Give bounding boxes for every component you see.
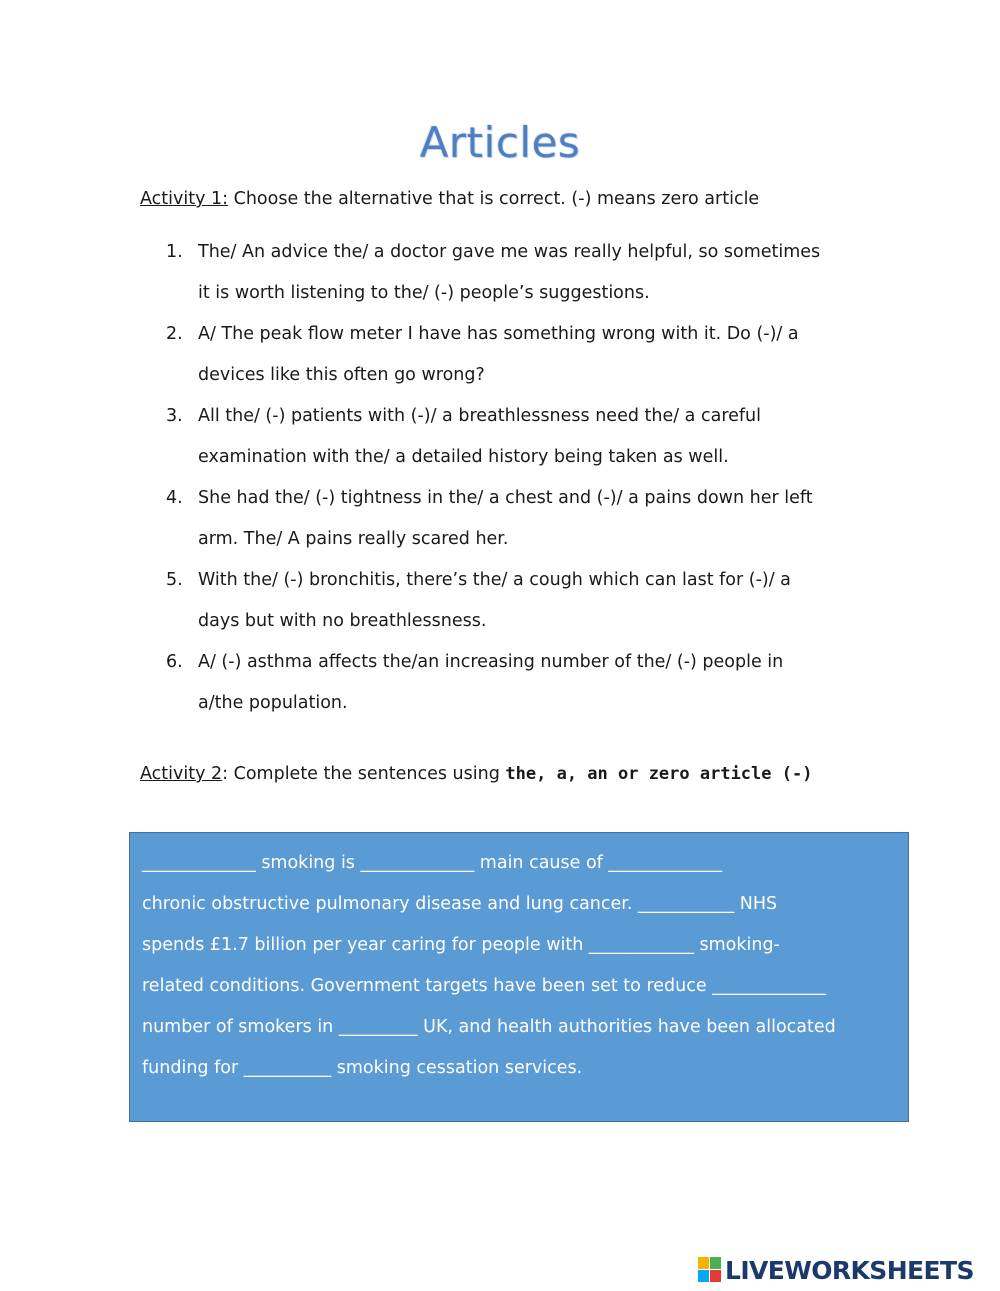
cloze-passage-box [129, 832, 909, 1122]
question-line: A/ The peak flow meter I have has something wrong with it. Do (-)/ a [198, 324, 799, 344]
question-number: 3. [166, 406, 183, 426]
question-text [198, 314, 878, 396]
logo-block [698, 1257, 709, 1269]
question-line: All the/ (-) patients with (-)/ a breathlessness need the/ a careful [198, 406, 762, 426]
cloze-line[interactable]: number of smokers in _________ UK, and health authorities have been allocated [142, 1017, 836, 1037]
activity-1-label: Activity 1: [140, 189, 229, 209]
liveworksheets-logo [698, 1255, 974, 1285]
cloze-line[interactable]: spends £1.7 billion per year caring for people with ____________ smoking- [142, 935, 780, 955]
activity-2-label: Activity 2 [140, 764, 223, 784]
activity-1-heading [140, 189, 759, 209]
question-line: With the/ (-) bronchitis, there’s the/ a cough which can last for (-)/ a [198, 570, 791, 590]
question-4 [166, 478, 886, 560]
question-text [198, 396, 878, 478]
logo-text: LIVEWORKSHEETS [725, 1255, 974, 1285]
question-number: 6. [166, 652, 183, 672]
logo-block [710, 1270, 721, 1282]
question-line: A/ (-) asthma affects the/an increasing number of the/ (-) people in [198, 652, 784, 672]
question-number: 4. [166, 488, 183, 508]
question-line: it is worth listening to the/ (-) people’s suggestions. [198, 283, 650, 303]
cloze-line[interactable]: _____________ smoking is _____________ main cause of _____________ [142, 853, 723, 873]
question-line: devices like this often go wrong? [198, 365, 485, 385]
logo-block [698, 1270, 709, 1282]
question-5 [166, 560, 886, 642]
question-line: a/the population. [198, 693, 348, 713]
logo-block [710, 1257, 721, 1269]
question-text [198, 642, 878, 724]
cloze-line[interactable]: funding for __________ smoking cessation services. [142, 1058, 583, 1078]
question-6 [166, 642, 886, 724]
cloze-line[interactable]: chronic obstructive pulmonary disease and lung cancer. ___________ NHS [142, 894, 778, 914]
logo-blocks-icon [698, 1257, 722, 1283]
question-text [198, 232, 878, 314]
question-line: She had the/ (-) tightness in the/ a chest and (-)/ a pains down her left [198, 488, 813, 508]
question-list [166, 232, 886, 724]
question-2 [166, 314, 886, 396]
page-title: Articles [419, 118, 581, 167]
activity-1-instruction: Choose the alternative that is correct. (-) means zero article [228, 189, 760, 209]
question-text [198, 478, 878, 560]
question-number: 2. [166, 324, 183, 344]
question-number: 5. [166, 570, 183, 590]
question-text [198, 560, 878, 642]
activity-2-instruction: : Complete the sentences using [222, 764, 506, 784]
cloze-line[interactable]: related conditions. Government targets have been set to reduce _____________ [142, 976, 826, 996]
question-line: arm. The/ A pains really scared her. [198, 529, 509, 549]
activity-2-heading [140, 764, 812, 784]
activity-2-articles: the, a, an or zero article (-) [505, 764, 813, 784]
question-line: The/ An advice the/ a doctor gave me was really helpful, so sometimes [198, 242, 821, 262]
question-number: 1. [166, 242, 183, 262]
question-1 [166, 232, 886, 314]
question-3 [166, 396, 886, 478]
question-line: days but with no breathlessness. [198, 611, 487, 631]
question-line: examination with the/ a detailed history being taken as well. [198, 447, 729, 467]
